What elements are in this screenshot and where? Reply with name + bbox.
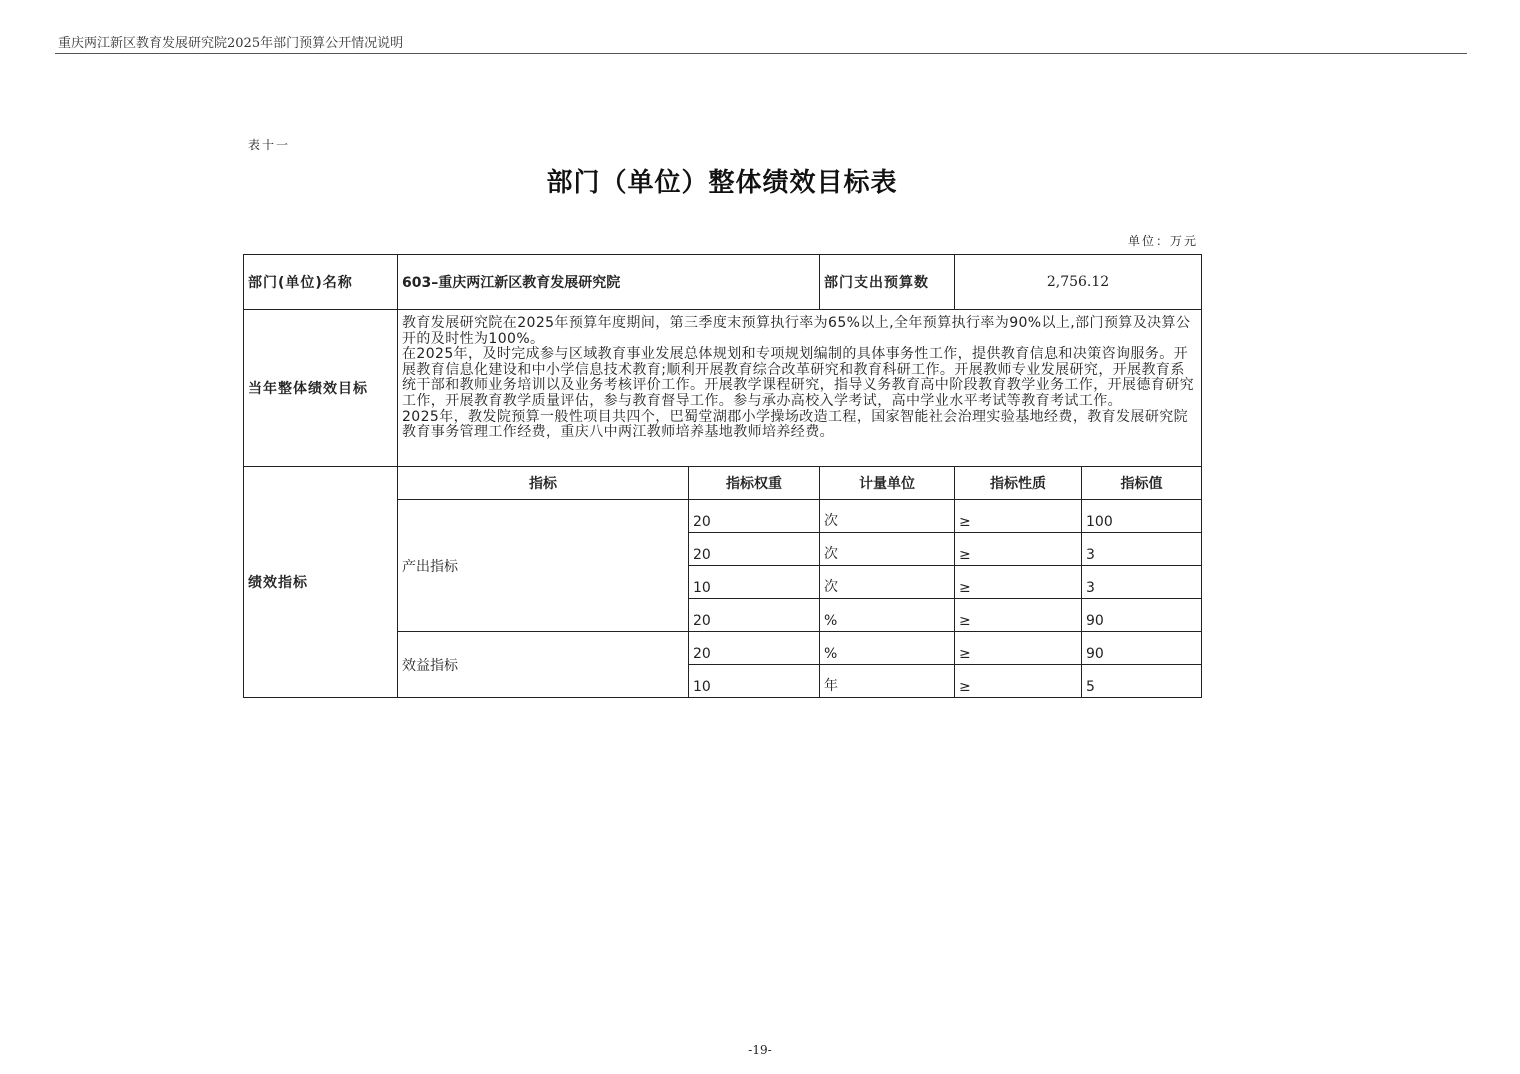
weight-cell: 20 [689, 632, 820, 665]
weight-cell: 20 [689, 533, 820, 566]
annual-goal-text [398, 310, 1202, 467]
weight-cell: 20 [689, 500, 820, 533]
col-header-unit: 计量单位 [820, 467, 955, 500]
goal-paragraph: 在2025年，及时完成参与区域教育事业发展总体规划和专项规划编制的具体事务性工作，提供教育信息和决策咨询服务。开展教育信息化建设和中小学信息技术教育;顺利开展教育综合改革研究和教育科研工作。开展教师专业发展研究，开展教育系统干部和教师业务培训以及业务考核评价工作。开展教学课程研究，指导义务教育高中阶段教育教学业务工作，开展德育研究工作，开展教育教学质量评估，参与教育督导工作。参与承办高校入学考试，高中学业水平考试等教育考试工作。 [402, 346, 1194, 409]
nature-cell: ≥ [955, 665, 1082, 698]
unit-cell: 次 [820, 566, 955, 599]
running-header: 重庆两江新区教育发展研究院2025年部门预算公开情况说明 [58, 36, 404, 51]
indicator-header-row [244, 467, 1202, 500]
value-cell: 3 [1082, 533, 1202, 566]
weight-cell: 10 [689, 665, 820, 698]
dept-name-label: 部门(单位)名称 [244, 255, 398, 310]
category-benefit: 效益指标 [398, 632, 689, 698]
value-cell: 3 [1082, 566, 1202, 599]
col-header-nature: 指标性质 [955, 467, 1082, 500]
unit-cell: 次 [820, 500, 955, 533]
unit-note: 单位：万元 [1127, 234, 1198, 248]
unit-cell: 年 [820, 665, 955, 698]
col-header-value: 指标值 [1082, 467, 1202, 500]
performance-goal-table [243, 254, 1202, 698]
value-cell: 5 [1082, 665, 1202, 698]
header-rule [55, 53, 1467, 54]
goal-paragraph: 教育发展研究院在2025年预算年度期间，第三季度末预算执行率为65%以上,全年预算执行率为90%以上,部门预算及决算公开的及时性为100%。 [402, 315, 1191, 347]
weight-cell: 10 [689, 566, 820, 599]
unit-cell: % [820, 599, 955, 632]
budget-value: 2,756.12 [955, 255, 1202, 310]
value-cell: 90 [1082, 599, 1202, 632]
col-header-weight: 指标权重 [689, 467, 820, 500]
unit-cell: 次 [820, 533, 955, 566]
table-label: 表十一 [248, 138, 291, 152]
col-header-indicator: 指标 [398, 467, 689, 500]
page-title: 部门（单位）整体绩效目标表 [546, 168, 898, 198]
nature-cell: ≥ [955, 566, 1082, 599]
goal-paragraph: 2025年，教发院预算一般性项目共四个，巴蜀堂湖郡小学操场改造工程，国家智能社会治理实验基地经费，教育发展研究院教育事务管理工作经费，重庆八中两江教师培养基地教师培养经费。 [402, 408, 1189, 441]
annual-goal-label: 当年整体绩效目标 [244, 310, 398, 467]
nature-cell: ≥ [955, 599, 1082, 632]
category-output: 产出指标 [398, 500, 689, 632]
unit-cell: % [820, 632, 955, 665]
dept-row [244, 255, 1202, 310]
nature-cell: ≥ [955, 632, 1082, 665]
perf-indicator-label: 绩效指标 [244, 467, 398, 698]
value-cell: 100 [1082, 500, 1202, 533]
page-number: -19- [748, 1043, 772, 1057]
dept-name-value: 603–重庆两江新区教育发展研究院 [398, 255, 820, 310]
value-cell: 90 [1082, 632, 1202, 665]
budget-label: 部门支出预算数 [820, 255, 955, 310]
nature-cell: ≥ [955, 500, 1082, 533]
weight-cell: 20 [689, 599, 820, 632]
goal-row [244, 310, 1202, 467]
nature-cell: ≥ [955, 533, 1082, 566]
